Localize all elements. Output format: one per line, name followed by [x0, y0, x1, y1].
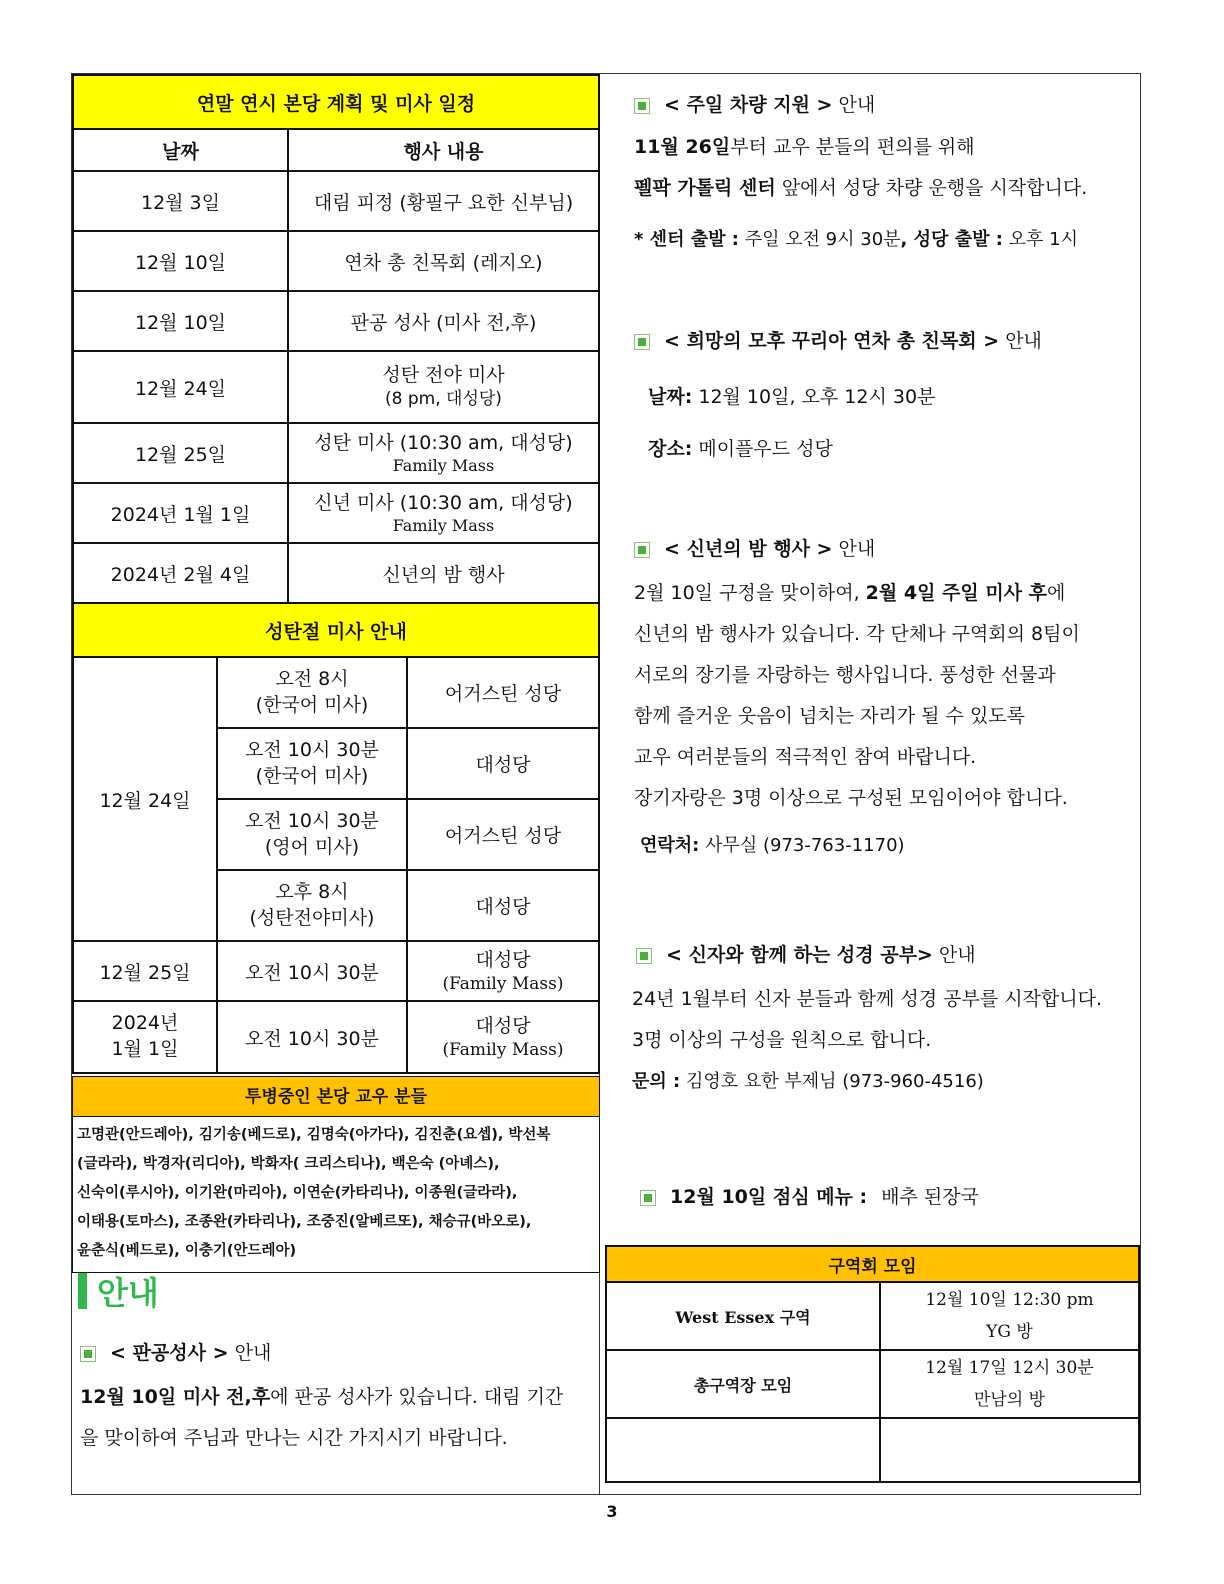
district-table [605, 1245, 1140, 1483]
sick-line: 신숙이(루시아), 이기완(마리아), 이연순(카타리나), 이종원(글라라), [77, 1185, 518, 1201]
sick-line: 이태용(토마스), 조종완(카타리나), 조중진(알베르또), 채승규(바오로), [77, 1214, 532, 1230]
schedule-event-line: 성탄 전야 미사 [382, 363, 505, 386]
district-when: 12월 17일 12시 30분 [925, 1358, 1094, 1378]
heading-bar [78, 1273, 87, 1309]
lunch-menu [640, 1182, 979, 1209]
sick-line: 고명관(안드레아), 김기송(베드로), 김명숙(아가다), 김진춘(요셉), 박선복 [77, 1127, 551, 1143]
vehicle-location: 펠팍 가톨릭 센터 [634, 177, 776, 199]
table-row [73, 231, 599, 291]
mass-time: 오전 8시 [275, 667, 349, 690]
mass-place [407, 941, 599, 1001]
notice-title: 안내 [97, 1274, 159, 1312]
newyear-text: 신년의 밤 행사가 있습니다. 각 단체나 구역회의 8팀이 [634, 623, 1080, 645]
schedule-date: 2024년 1월 1일 [73, 483, 288, 543]
vehicle-church-label: , 성당 출발 : [900, 229, 1003, 250]
schedule-date: 12월 25일 [73, 423, 288, 483]
table-row [606, 1418, 1139, 1482]
mass-time: 오전 10시 30분 [245, 738, 379, 761]
district-schedule [880, 1350, 1139, 1418]
schedule-event-sub: (8 pm, 대성당) [385, 389, 502, 410]
sick-list [73, 1117, 599, 1272]
mass-place-name: 대성당 [475, 949, 531, 972]
confession-body [80, 1377, 590, 1459]
schedule-event: 신년의 밤 행사 [288, 543, 599, 603]
mass-place [407, 1001, 599, 1073]
gathering-heading [634, 326, 1042, 353]
newyear-text: 2월 10일 구정을 맞이하여, [634, 582, 866, 604]
christmas-date: 12월 25일 [73, 941, 217, 1001]
confession-notice [80, 1338, 590, 1459]
newyear-contact-label: 연락처: [640, 835, 700, 856]
schedule-date: 12월 10일 [73, 291, 288, 351]
mass-place: 대성당 [407, 728, 599, 799]
mass-language: (한국어 미사) [255, 764, 369, 787]
schedule-title: 연말 연시 본당 계획 및 미사 일정 [73, 75, 599, 129]
table-row [606, 1350, 1139, 1418]
mass-time: 오전 10시 30분 [245, 809, 379, 832]
bible-suffix: 안내 [938, 944, 976, 966]
checkbox-icon [636, 948, 652, 964]
schedule-table [72, 74, 600, 604]
schedule-event [288, 351, 599, 423]
district-name: West Essex 구역 [606, 1282, 880, 1350]
table-row [73, 1001, 599, 1073]
schedule-date: 2024년 2월 4일 [73, 543, 288, 603]
mass-place: 대성당 [407, 870, 599, 941]
bible-heading [636, 940, 1132, 967]
vehicle-heading [634, 90, 1134, 117]
schedule-event-sub: Family Mass [392, 516, 495, 536]
confession-suffix: 안내 [234, 1342, 272, 1364]
lunch-value: 배추 된장국 [881, 1186, 979, 1208]
christmas-date: 12월 24일 [73, 657, 217, 941]
table-row [73, 351, 599, 423]
vehicle-church-time: 오후 1시 [1002, 229, 1078, 250]
schedule-event: 연차 총 친목회 (레지오) [288, 231, 599, 291]
newyear-suffix: 안내 [838, 538, 876, 560]
schedule-event [288, 423, 599, 483]
gathering-head: < 희망의 모후 꾸리아 연차 총 친목회 > [664, 330, 1000, 352]
district-empty-cell [606, 1418, 880, 1482]
schedule-date: 12월 3일 [73, 171, 288, 231]
mass-place-name: 대성당 [475, 1015, 531, 1038]
table-row [606, 1282, 1139, 1350]
christmas-time [217, 799, 407, 870]
newyear-text: 서로의 장기를 자랑하는 행사입니다. 풍성한 선물과 [634, 664, 1056, 686]
district-schedule [880, 1282, 1139, 1350]
mass-time: 오전 10시 30분 [217, 1001, 407, 1073]
gathering-suffix: 안내 [1005, 330, 1042, 352]
district-where: 만남의 방 [973, 1390, 1046, 1410]
vehicle-center-time: 주일 오전 9시 30분 [738, 229, 901, 250]
christmas-title: 성탄절 미사 안내 [73, 603, 599, 657]
table-row [73, 543, 599, 603]
bible-head: < 신자와 함께 하는 성경 공부> [666, 944, 933, 966]
mass-place-sub: (Family Mass) [442, 1039, 564, 1060]
gathering-date-label: 날짜: [648, 386, 693, 408]
notice-heading [78, 1268, 159, 1314]
checkbox-icon [640, 1190, 656, 1206]
schedule-event [288, 483, 599, 543]
checkbox-icon [634, 542, 650, 558]
schedule-event: 판공 성사 (미사 전,후) [288, 291, 599, 351]
christmas-time [217, 657, 407, 728]
district-when: 12월 10일 12:30 pm [925, 1290, 1094, 1310]
newyear-head: < 신년의 밤 행사 > [664, 538, 833, 560]
sick-title: 투병중인 본당 교우 분들 [73, 1077, 599, 1117]
table-row [73, 291, 599, 351]
district-empty-cell [880, 1418, 1139, 1482]
schedule-event-line: 성탄 미사 (10:30 am, 대성당) [314, 431, 573, 454]
mass-place: 어거스틴 성당 [407, 799, 599, 870]
gathering-notice [634, 326, 1042, 475]
table-row [73, 483, 599, 543]
bible-inquiry-label: 문의 : [632, 1071, 681, 1092]
newyear-text: 함께 즐거운 웃음이 넘치는 자리가 될 수 있도록 [634, 705, 1026, 727]
newyear-heading [634, 534, 1134, 561]
checkbox-icon [634, 98, 650, 114]
mass-time: 오후 8시 [275, 880, 349, 903]
newyear-date: 2월 4일 주일 미사 후 [865, 582, 1048, 604]
sick-parishioners-box [72, 1076, 600, 1273]
page-number: 3 [606, 1502, 618, 1521]
district-title: 구역회 모임 [606, 1246, 1139, 1282]
schedule-event-line: 신년 미사 (10:30 am, 대성당) [314, 491, 573, 514]
vehicle-notice [634, 90, 1134, 260]
mass-language: (한국어 미사) [255, 693, 369, 716]
bible-text: 3명 이상의 구성을 원칙으로 합니다. [632, 1029, 932, 1051]
table-row [73, 423, 599, 483]
confession-head: < 판공성사 > [110, 1342, 229, 1364]
christmas-time [217, 728, 407, 799]
newyear-text: 교우 여러분들의 적극적인 참여 바랍니다. [634, 746, 977, 768]
table-row [73, 941, 599, 1001]
christmas-time [217, 870, 407, 941]
christmas-mass-table [72, 602, 600, 1074]
bible-inquiry: 김영호 요한 부제님 (973-960-4516) [680, 1071, 984, 1092]
mass-language: (영어 미사) [264, 835, 360, 858]
confession-heading [80, 1338, 590, 1365]
gathering-date: 12월 10일, 오후 12시 30분 [692, 386, 936, 408]
sick-line: 윤춘식(베드로), 이충기(안드레아) [77, 1243, 297, 1259]
schedule-col-date: 날짜 [73, 129, 288, 171]
newyear-body [634, 573, 1134, 866]
confession-date: 12월 10일 미사 전,후 [80, 1386, 271, 1408]
date-year: 2024년 [111, 1012, 179, 1035]
mass-place: 어거스틴 성당 [407, 657, 599, 728]
schedule-date: 12월 24일 [73, 351, 288, 423]
gathering-body [648, 371, 1042, 475]
newyear-text: 장기자랑은 3명 이상으로 구성된 모임이어야 합니다. [634, 787, 1068, 809]
table-row [73, 171, 599, 231]
mass-time: 오전 10시 30분 [217, 941, 407, 1001]
checkbox-icon [634, 334, 650, 350]
schedule-col-event: 행사 내용 [288, 129, 599, 171]
date-day: 1월 1일 [111, 1038, 179, 1060]
schedule-date: 12월 10일 [73, 231, 288, 291]
schedule-event: 대림 피정 (황필구 요한 신부님) [288, 171, 599, 231]
newyear-text: 에 [1047, 582, 1066, 604]
vehicle-head: < 주일 차량 지원 > [664, 94, 833, 116]
vehicle-body [634, 127, 1134, 260]
district-name: 총구역장 모임 [606, 1350, 880, 1418]
vehicle-text: 부터 교우 분들의 편의를 위해 [730, 136, 975, 158]
gathering-place: 메이플우드 성당 [692, 438, 833, 460]
bible-notice [632, 940, 1132, 1102]
bible-body [632, 979, 1132, 1102]
table-row [73, 657, 599, 728]
gathering-place-label: 장소: [648, 438, 693, 460]
vehicle-suffix: 안내 [838, 94, 876, 116]
mass-place-sub: (Family Mass) [442, 973, 564, 994]
newyear-notice [634, 534, 1134, 866]
newyear-contact: 사무실 (973-763-1170) [699, 835, 905, 856]
schedule-event-sub: Family Mass [392, 456, 495, 476]
district-where: YG 방 [986, 1322, 1033, 1342]
mass-language: (성탄전야미사) [249, 906, 375, 929]
confession-text: 에 판공 성사가 있습니다. 대림 기간 [270, 1386, 564, 1408]
confession-text: 을 맞이하여 주님과 만나는 시간 가지시기 바랍니다. [80, 1427, 508, 1449]
bible-text: 24년 1월부터 신자 분들과 함께 성경 공부를 시작합니다. [632, 988, 1103, 1010]
lunch-label: 12월 10일 점심 메뉴 : [670, 1186, 868, 1208]
vehicle-center-label: * 센터 출발 : [634, 229, 739, 250]
checkbox-icon [80, 1346, 96, 1362]
vehicle-text: 앞에서 성당 차량 운행을 시작합니다. [775, 177, 1088, 199]
sick-line: (글라라), 박경자(리디아), 박화자( 크리스티나), 백은숙 (아녜스), [77, 1156, 500, 1172]
christmas-date [73, 1001, 217, 1073]
vehicle-date: 11월 26일 [634, 136, 731, 158]
